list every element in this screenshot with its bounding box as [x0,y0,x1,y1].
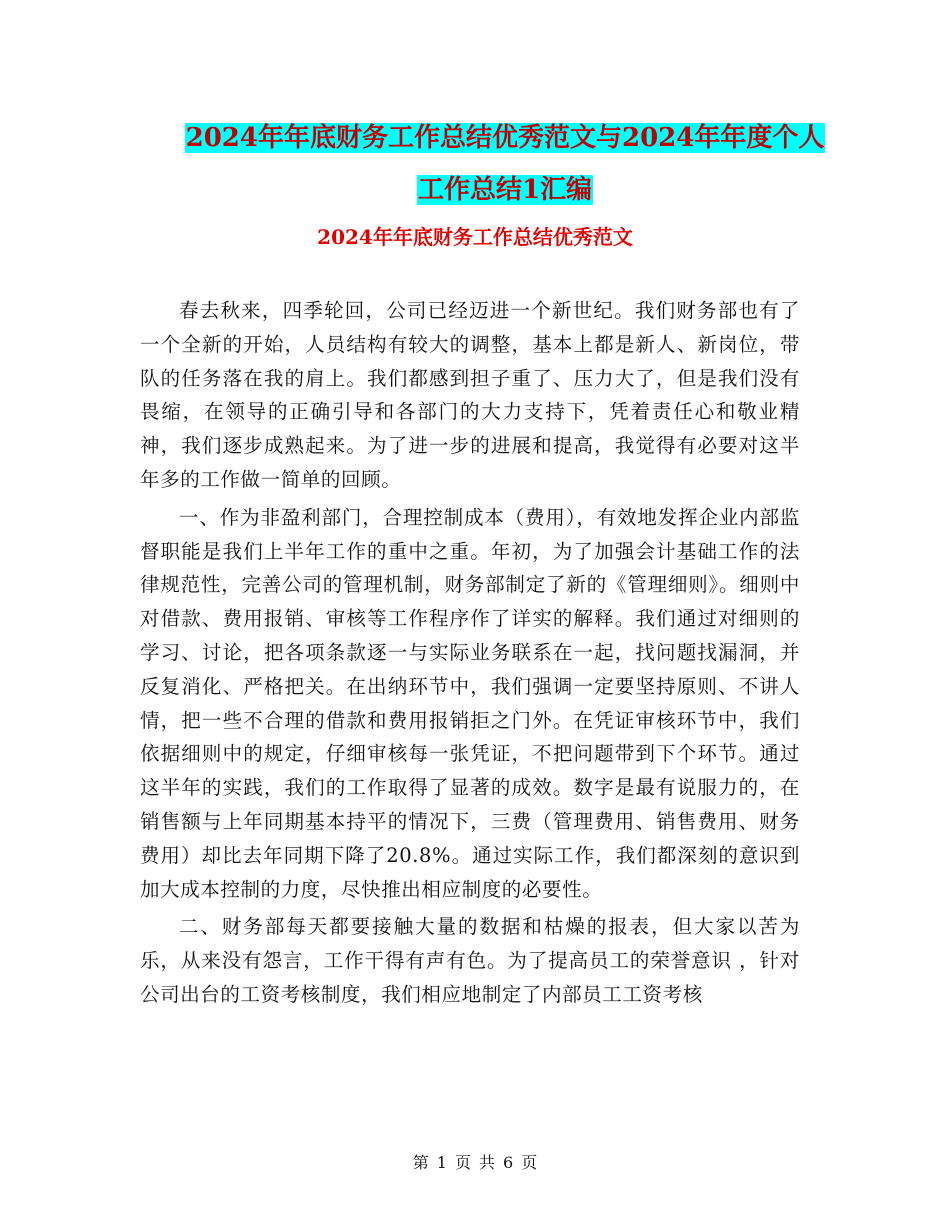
footer-prefix: 第 [412,1153,429,1172]
footer-total-pages: 6 [503,1153,514,1172]
paragraph-intro: 春去秋来，四季轮回，公司已经迈进一个新世纪。我们财务部也有了一个全新的开始，人员结构有较大的调整，基本上都是新人、新岗位，带队的任务落在我的肩上。我们都感到担子重了、压力大了，但是我们没有畏缩，在领导的正确引导和各部门的大力支持下，凭着责任心和敬业精神，我们逐步成熟起来。为了进一步的进展和提高，我觉得有必要对这半年多的工作做一简单的回顾。 [140,299,800,491]
document-title [140,112,870,216]
body-text [140,294,800,1016]
document-title-line1: 2024年年底财务工作总结优秀范文与2024年年度个人 [185,123,825,153]
footer-page-word: 页 [454,1153,471,1172]
paragraph-staff: 二、财务部每天都要接触大量的数据和枯燥的报表，但大家以苦为乐，从来没有怨言，工作干得有声有色。为了提高员工的荣誉意识 ，针对公司出台的工资考核制度，我们相应地制定了内部员工工资考核 [140,915,800,1006]
footer-total-word: 共 [479,1153,496,1172]
footer-suffix: 页 [521,1153,538,1172]
section-heading: 2024年年底财务工作总结优秀范文 [317,225,633,249]
page-footer [0,1152,950,1174]
document-title-line2: 工作总结1汇编 [417,175,593,205]
footer-current-page: 1 [436,1153,447,1172]
paragraph-cost-control: 一、作为非盈利部门，合理控制成本（费用），有效地发挥企业内部监督职能是我们上半年工作的重中之重。年初，为了加强会计基础工作的法律规范性，完善公司的管理机制，财务部制定了新的《管理细则》。细则中对借款、费用报销、审核等工作程序作了详实的解释。我们通过对细则的学习、讨论，把各项条款逐一与实际业务联系在一起，找问题找漏洞，并反复消化、严格把关。在出纳环节中，我们强调一定要坚持原则、不讲人情，把一些不合理的借款和费用报销拒之门外。在凭证审核环节中，我们依据细则中的规定，仔细审核每一张凭证，不把问题带到下个环节。通过这半年的实践，我们的工作取得了显著的成效。数字是最有说服力的，在销售额与上年同期基本持平的情况下，三费（管理费用、销售费用、财务费用）却比去年同期下降了20.8%。通过实际工作，我们都深刻的意识到加大成本控制的力度，尽快推出相应制度的必要性。 [140,505,800,901]
